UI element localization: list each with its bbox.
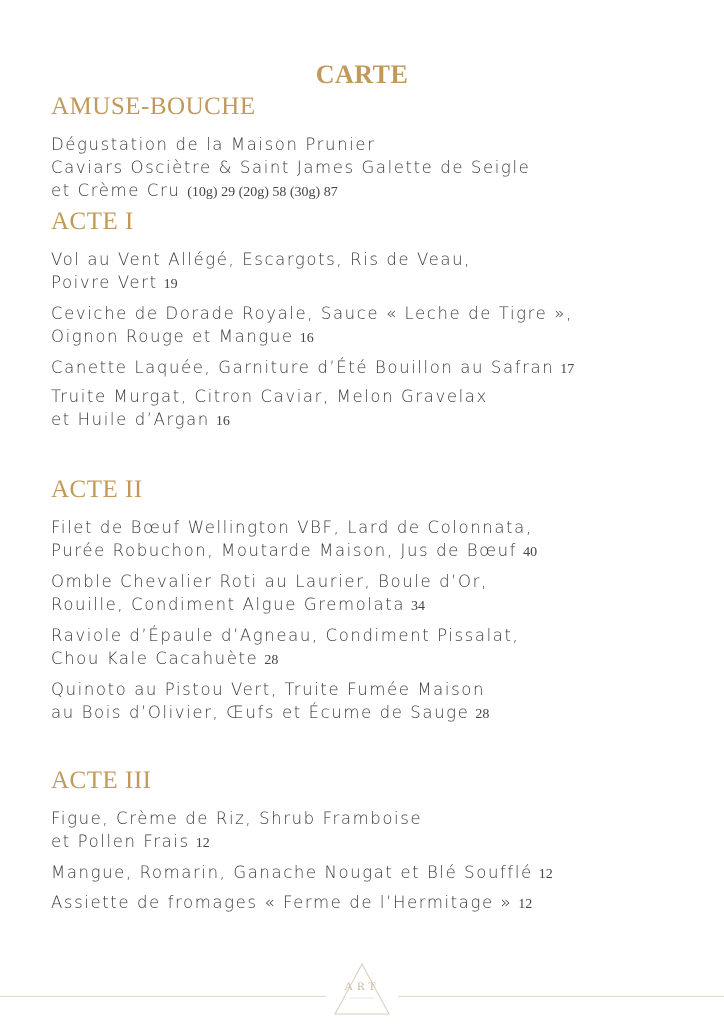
dish-item	[51, 678, 489, 726]
section-heading-amuse-bouche: AMUSE-BOUCHE	[51, 93, 256, 120]
dish-item	[51, 516, 537, 564]
dish-line: Dégustation de la Maison Prunier	[51, 135, 376, 154]
dish-item	[51, 302, 573, 350]
dish-line: et Pollen Frais	[51, 832, 190, 851]
dish-item	[51, 861, 553, 886]
dish-line: Chou Kale Cacahuète	[51, 649, 259, 668]
dish-price: 19	[163, 277, 178, 292]
dish-price: 12	[195, 836, 210, 851]
dish-line: Mangue, Romarin, Ganache Nougat et Blé Soufflé	[51, 863, 533, 882]
dish-item	[51, 891, 532, 916]
dish-price: 16	[299, 331, 314, 346]
dish-price: 16	[215, 414, 230, 429]
footer-divider-right	[398, 996, 724, 997]
dish-line: Ceviche de Dorade Royale, Sauce « Leche de Tigre »,	[51, 304, 573, 323]
dish-price: 12	[538, 867, 553, 882]
dish-line: Rouille, Condiment Algue Gremolata	[51, 595, 406, 614]
dish-price-options: (10g) 29 (20g) 58 (30g) 87	[187, 185, 338, 200]
dish-line: Oignon Rouge et Mangue	[51, 327, 294, 346]
dish-price: 12	[518, 897, 533, 912]
section-heading-acte-2: ACTE II	[51, 476, 143, 503]
dish-line: Canette Laquée, Garniture d’Été Bouillon au Safran	[51, 358, 555, 377]
footer-divider-left	[0, 996, 326, 997]
dish-price: 17	[560, 362, 575, 377]
dish-line: Omble Chevalier Roti au Laurier, Boule d’Or,	[51, 572, 488, 591]
dish-price: 28	[264, 653, 279, 668]
menu-title: CARTE	[315, 60, 409, 89]
dish-item	[51, 356, 574, 381]
dish-line: au Bois d’Olivier, Œufs et Écume de Sauge	[51, 703, 470, 722]
section-heading-acte-1: ACTE I	[51, 208, 134, 235]
dish-line: Quinoto au Pistou Vert, Truite Fumée Maison	[51, 680, 486, 699]
dish-line: Caviars Osciètre & Saint James Galette de Seigle	[51, 158, 531, 177]
dish-line: Poivre Vert	[51, 273, 158, 292]
dish-line: et Huile d’Argan	[51, 410, 210, 429]
dish-line: Assiette de fromages « Ferme de l’Hermitage »	[51, 893, 513, 912]
dish-line: et Crème Cru	[51, 181, 181, 200]
dish-item	[51, 248, 471, 296]
dish-item	[51, 807, 422, 855]
dish-line: Purée Robuchon, Moutarde Maison, Jus de Bœuf	[51, 541, 518, 560]
dish-line: Filet de Bœuf Wellington VBF, Lard de Colonnata,	[51, 518, 533, 537]
dish-price: 34	[411, 599, 426, 614]
dish-line: Truite Murgat, Citron Caviar, Melon Gravelax	[51, 387, 488, 406]
dish-item	[51, 570, 488, 618]
dish-price: 40	[523, 545, 538, 560]
dish-price: 28	[475, 707, 490, 722]
dish-item	[51, 624, 519, 672]
dish-item	[51, 133, 530, 204]
dish-item	[51, 385, 488, 433]
logo-text: ART	[344, 979, 380, 993]
section-heading-acte-3: ACTE III	[51, 767, 152, 794]
dish-line: Figue, Crème de Riz, Shrub Framboise	[51, 809, 423, 828]
dish-line: Vol au Vent Allégé, Escargots, Ris de Veau,	[51, 250, 472, 269]
dish-line: Raviole d’Épaule d’Agneau, Condiment Pissalat,	[51, 626, 520, 645]
art-logo	[332, 962, 392, 1018]
